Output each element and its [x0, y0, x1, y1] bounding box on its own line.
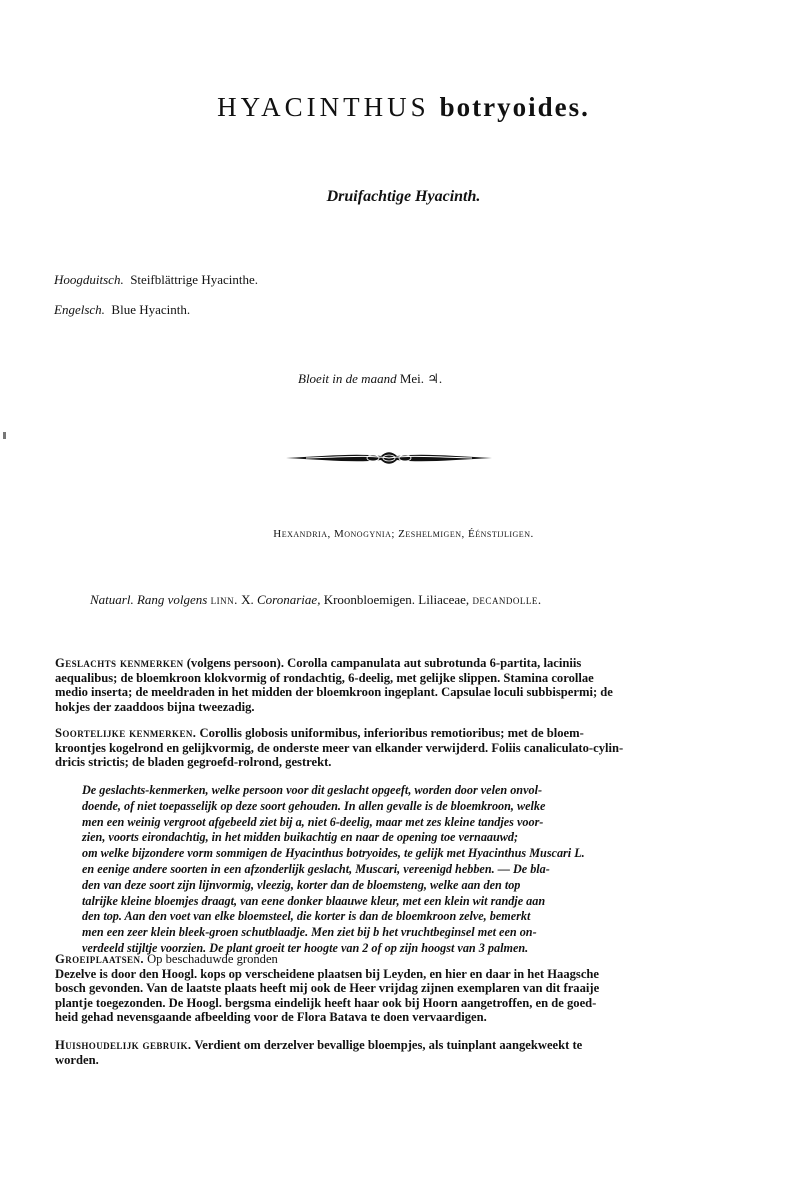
habitat-section: [55, 952, 733, 1025]
jupiter-symbol: ♃.: [427, 371, 443, 386]
section-text-line: dricis strictis; de bladen gegroefd-rolrond, gestrekt.: [55, 755, 332, 769]
genus-characters-section: [55, 656, 733, 714]
note-line: den van deze soort zijn lijnvormig, vleezig, korter dan de bloemsteng, welke aan den top: [82, 877, 521, 892]
section-text-line: Op beschaduwde gronden: [147, 952, 278, 966]
section-text-line: hokjes der zaaddoos bijna tweezadig.: [55, 699, 255, 714]
natural-rank-line: [90, 592, 542, 608]
vernacular-name: Steifblättrige Hyacinthe.: [130, 272, 258, 287]
note-line: doende, of niet toepasselijk op deze soort gehouden. In allen gevalle is de bloemkroon, welke: [82, 798, 546, 813]
section-text-line: medio inserta; de meeldraden in het midden der bloemkroon ingeplant. Capsulae loculi subbispermi; de: [55, 685, 613, 699]
vernacular-german: [54, 272, 258, 288]
flowering-text: Bloeit in de maand: [298, 371, 397, 386]
species-characters-section: [55, 726, 733, 770]
section-text-line: (volgens persoon). Corolla campanulata aut subrotunda 6-partita, laciniis: [186, 656, 582, 670]
rank-label: Natuarl. Rang volgens: [90, 592, 208, 607]
title-genus: HYACINTHUS: [217, 92, 430, 122]
note-line: den top. Aan den voet van elke bloemsteel, die korter is dan de bloemkroon zelve, bemerkt: [82, 909, 531, 924]
classification-text: Hexandria, Monogynia; Zeshelmigen, Éénstijligen.: [273, 528, 534, 540]
title-species: botryoides.: [439, 92, 590, 122]
section-text-line: aequalibus; de bloemkroon klokvormig of rondachtig, 6-deelig, met gelijke slippen. Stamina corollae: [55, 670, 594, 685]
section-text-line: Corollis globosis uniformibus, inferioribus remotioribus; met de bloem-: [199, 726, 584, 740]
note-line: De geslachts-kenmerken, welke persoon voor dit geslacht opgeeft, worden door velen onvol-: [82, 783, 543, 797]
section-text-line: Verdient om derzelver bevallige bloempjes, als tuinplant aangekweekt te: [194, 1038, 583, 1052]
note-line: verdeeld stijltje voorzien. De plant groeit ter hoogte van 2 of op zijn hoogst van 3 palmen.: [82, 940, 529, 955]
section-text-line: bosch gevonden. Van de laatste plaats heeft mij ook de Heer vrijdag zijnen exemplaren van dit fraaije: [55, 981, 600, 995]
rank-family: Liliaceae,: [418, 592, 470, 607]
note-line: men een zeer klein bleek-groen schutblaadje. Men ziet bij b het vruchtbeginsel met een on-: [82, 925, 537, 940]
section-text-line: plantje toegezonden. De Hoogl. bergsma eindelijk heeft haar ook bij Hoorn aangetroffen, en de goed-: [55, 995, 597, 1010]
ornamental-divider: [286, 449, 492, 467]
section-heading: Soortelijke kenmerken.: [55, 726, 197, 740]
vernacular-name: Blue Hyacinth.: [111, 302, 191, 317]
section-heading: Groeiplaatsen.: [55, 952, 144, 966]
commentary-note: [82, 783, 728, 957]
section-text-line: worden.: [55, 1052, 99, 1067]
note-line: en eenige andere soorten in een afzonderlijk geslacht, Muscari, vereenigd hebben. — De bla-: [82, 861, 550, 876]
flowering-month: Mei.: [399, 371, 425, 386]
margin-mark: [3, 432, 6, 439]
section-heading: Geslachts kenmerken: [55, 656, 184, 670]
vernacular-language: Hoogduitsch.: [54, 272, 124, 287]
section-heading: Huishoudelijk gebruik.: [55, 1038, 192, 1052]
vernacular-english: [54, 302, 190, 318]
rank-dutch-name: Kroonbloemigen.: [323, 592, 416, 607]
classification-line: [0, 528, 807, 540]
note-line: zien, voorts eirondachtig, in het midden buikachtig en naar de opening toe vernaauwd;: [82, 830, 519, 845]
section-text-line: Dezelve is door den Hoogl. kops op verscheidene plaatsen bij Leyden, en hier en daar in het Haagsche: [55, 966, 599, 981]
rank-class-number: X.: [241, 592, 254, 607]
rank-linn: linn.: [210, 592, 238, 607]
page-title: [0, 92, 807, 123]
vernacular-language: Engelsch.: [54, 302, 105, 317]
household-use-section: [55, 1038, 733, 1067]
page-subtitle: Druifachtige Hyacinth.: [326, 188, 481, 205]
note-line: men een weinig vergroot afgebeeld ziet bij a, niet 6-deelig, maar met zes kleine tandjes voor-: [82, 814, 544, 829]
rank-author: decandolle.: [472, 592, 542, 607]
note-line: om welke bijzondere vorm sommigen de Hyacinthus botryoides, te gelijk met Hyacinthus Muscari L.: [82, 846, 585, 861]
rank-class-name: Coronariae,: [257, 592, 321, 607]
note-line: talrijke kleine bloemjes draagt, van eene donker blaauwe kleur, met een klein wit randje aan: [82, 893, 546, 908]
section-text-line: heid gehad nevensgaande afbeelding voor de Flora Batava te doen vervaardigen.: [55, 1010, 487, 1024]
flowering-line: [298, 371, 442, 387]
section-text-line: kroontjes kogelrond en gelijkvormig, de onderste meer van elkander verwijderd. Foliis canaliculato-cylin-: [55, 740, 624, 755]
